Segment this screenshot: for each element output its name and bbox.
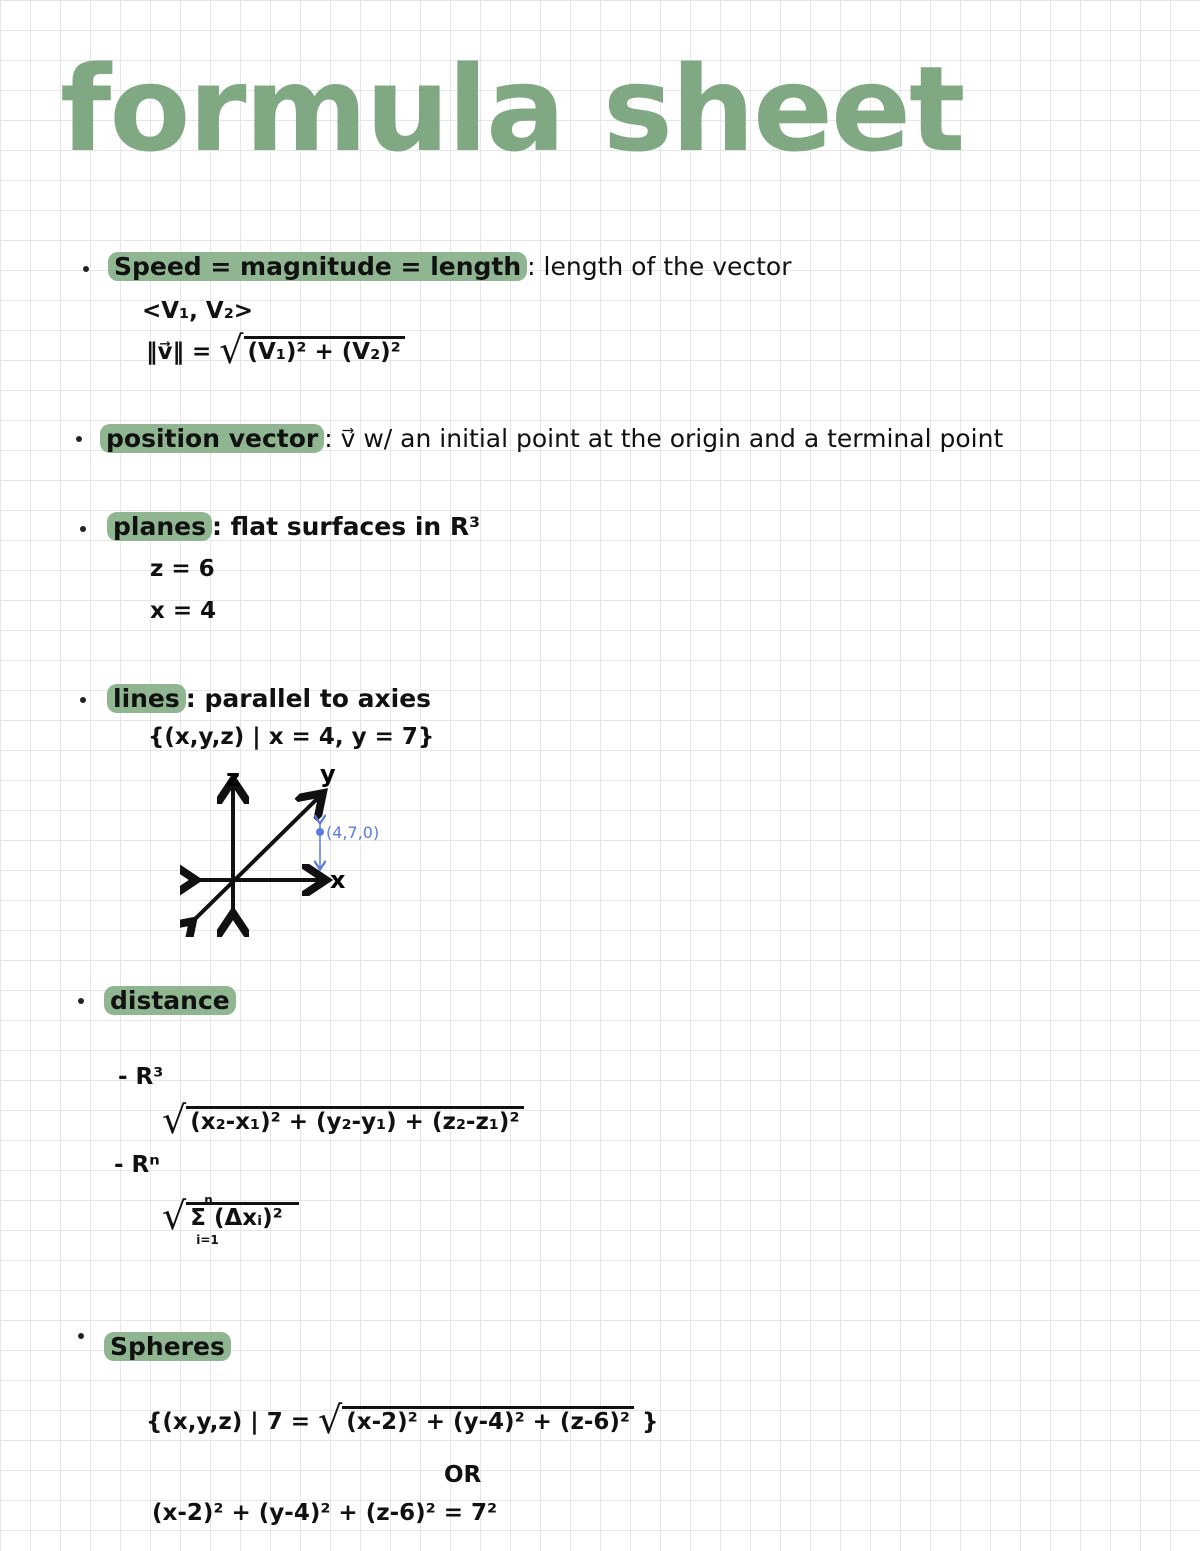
distance-heading (104, 986, 236, 1015)
axes-diagram (180, 762, 440, 937)
bullet (78, 1333, 84, 1339)
bullet (80, 526, 86, 532)
speed-term: Speed = magnitude = length (108, 252, 527, 281)
position-term: position vector (100, 424, 324, 453)
distance-term: distance (104, 986, 236, 1015)
distance-r3-label: - R³ (118, 1064, 164, 1090)
position-heading (100, 424, 1003, 453)
bullet (78, 998, 84, 1004)
planes-example-2: x = 4 (150, 598, 217, 624)
x-axis-label: x (330, 866, 346, 894)
distance-rn-label: - Rⁿ (114, 1152, 160, 1178)
spheres-set-pre: {(x,y,z) | 7 = (146, 1409, 310, 1435)
sqrt-icon: √ (162, 1194, 187, 1238)
planes-term: planes (107, 512, 212, 541)
spheres-set-radicand: (x-2)² + (y-4)² + (z-6)² (342, 1406, 634, 1435)
speed-formula-lhs: ‖v⃗‖ = (146, 339, 212, 365)
speed-formula-radicand: (V₁)² + (V₂)² (244, 336, 405, 365)
sum-bottom: i=1 (196, 1233, 219, 1247)
spheres-term: Spheres (104, 1332, 231, 1361)
planes-desc: : flat surfaces in R³ (211, 512, 481, 541)
point-marker (316, 828, 324, 836)
sqrt-icon: √ (219, 328, 244, 372)
spheres-heading (104, 1332, 231, 1361)
position-desc: : v⃗ w/ an initial point at the origin and a terminal point (324, 424, 1004, 453)
distance-r3-radicand: (x₂-x₁)² + (y₂-y₁) + (z₂-z₁)² (186, 1106, 523, 1135)
distance-rn-radicand: Σ (Δxᵢ)² (190, 1205, 283, 1231)
speed-vector: <V₁, V₂> (142, 298, 254, 324)
sqrt-icon: √ (318, 1398, 343, 1442)
speed-desc: : length of the vector (527, 252, 792, 281)
bullet (80, 697, 86, 703)
sqrt-icon: √ (162, 1098, 187, 1142)
distance-r3-formula (162, 1098, 524, 1142)
page-title: formula sheet (60, 40, 964, 178)
bullet (76, 436, 82, 442)
planes-example-1: z = 6 (150, 556, 215, 582)
lines-term: lines (107, 684, 186, 713)
spheres-set-post: } (641, 1409, 659, 1435)
lines-set: {(x,y,z) | x = 4, y = 7} (148, 724, 435, 750)
bullet (83, 266, 89, 272)
sum-top: n (204, 1193, 213, 1207)
distance-rn-radicand-wrap (186, 1193, 299, 1247)
distance-rn-formula (162, 1193, 299, 1247)
y-axis (190, 796, 320, 924)
y-axis-label: y (320, 762, 336, 788)
z-axis-label: z (226, 764, 240, 792)
speed-formula (146, 328, 405, 372)
spheres-or: OR (444, 1462, 482, 1488)
planes-heading (107, 512, 480, 541)
point-label: (4,7,0) (326, 823, 380, 842)
lines-desc: : parallel to axies (185, 684, 432, 713)
spheres-set (146, 1398, 658, 1442)
speed-heading (108, 252, 792, 281)
lines-heading (107, 684, 431, 713)
spheres-equation: (x-2)² + (y-4)² + (z-6)² = 7² (152, 1500, 498, 1526)
